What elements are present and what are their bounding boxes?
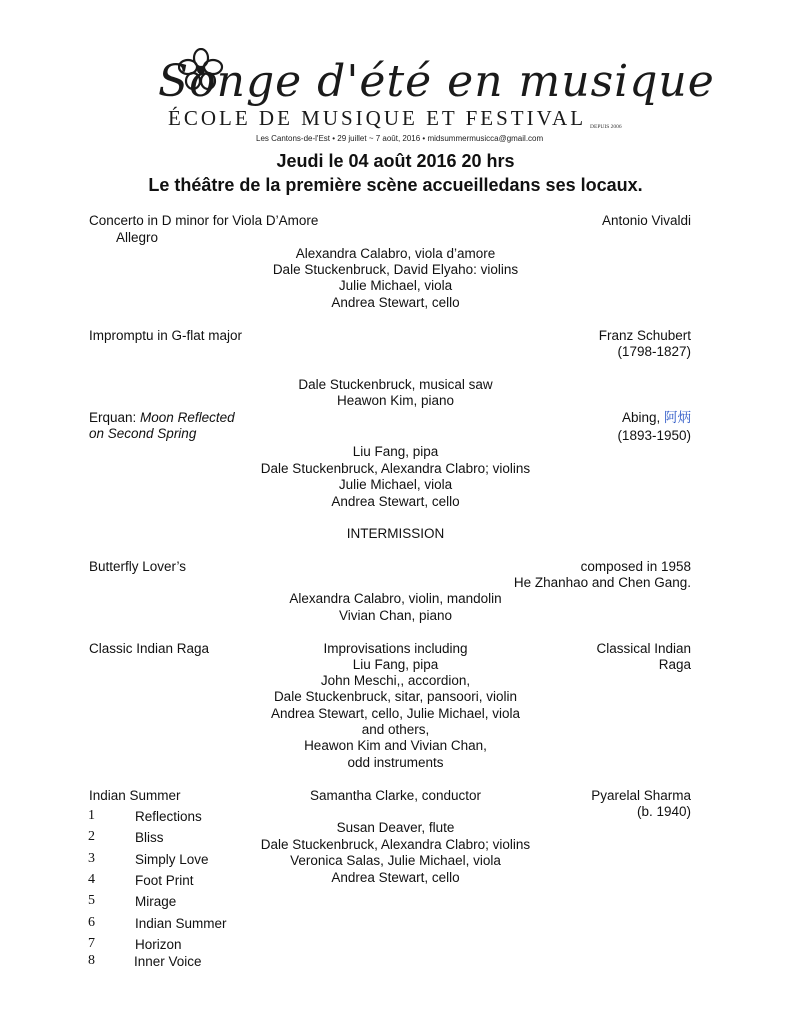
performer: Susan Deaver, flute [336,820,455,835]
piece-title-italic: Moon Reflected [140,410,235,425]
movement-name: Simply Love [135,852,209,867]
logo-info: Les Cantons-de-l'Est • 29 juillet ~ 7 août, 2016 • midsummermusicca@gmail.com [256,134,544,143]
piece-title-prefix: Erquan: [89,410,141,425]
movement-name: Indian Summer [135,916,227,931]
composer: Antonio Vivaldi [601,213,691,228]
performer: Liu Fang, pipa [352,657,439,672]
performer: Alexandra Calabro, viola d’amore [295,246,496,261]
movement-name: Bliss [135,830,164,845]
composer: Raga [658,657,691,672]
piece-title: Classic Indian Raga [89,641,210,656]
composer-dates: (b. 1940) [636,804,691,819]
performer: Julie Michael, viola [338,278,453,293]
movement-number: 5 [88,893,95,908]
movement-name: Inner Voice [134,954,202,969]
performer: Dale Stuckenbruck, David Elyaho: violins [272,262,519,277]
movement-number: 7 [88,936,95,951]
performer: Veronica Salas, Julie Michael, viola [290,853,501,868]
performer: Andrea Stewart, cello [331,870,460,885]
composed-year: composed in 1958 [580,559,691,574]
movement-name: Reflections [135,809,202,824]
composer: Franz Schubert [598,328,691,343]
piece-title: Indian Summer [89,788,181,803]
performer: Vivian Chan, piano [338,608,453,623]
movement-number: 3 [88,851,95,866]
performer: Improvisations including [323,641,468,656]
piece-title [89,410,235,426]
performer: and others, [361,722,430,737]
performer: Heawon Kim, piano [336,393,455,408]
composer-dates: (1798-1827) [617,344,691,359]
movement-number: 8 [88,953,95,968]
performer: Heawon Kim and Vivian Chan, [304,738,487,753]
conductor: Samantha Clarke, conductor [309,788,482,803]
composer: He Zhanhao and Chen Gang. [513,575,691,590]
composer-name: Abing, [621,410,664,425]
movement-number: 2 [88,829,95,844]
movement-number: 1 [88,808,95,823]
composer: Classical Indian [596,641,691,656]
performer: Andrea Stewart, cello [331,494,460,509]
venue-line: Le théâtre de la première scène accueilledans ses locaux. [148,175,643,195]
logo-title: Songe d'été en musique [158,56,715,107]
logo-subtitle: ÉCOLE DE MUSIQUE ET FESTIVAL [168,106,587,130]
performer: Alexandra Calabro, violin, mandolin [289,591,502,606]
piece-title: Impromptu in G-flat major [89,328,243,343]
performer: Dale Stuckenbruck, musical saw [298,377,493,392]
piece-title: Butterfly Lover’s [89,559,187,574]
intermission: INTERMISSION [346,526,445,541]
composer [622,410,691,426]
performer: Julie Michael, viola [338,477,453,492]
performer: odd instruments [347,755,444,770]
performer: Dale Stuckenbruck, Alexandra Clabro; violins [260,837,531,852]
performer: Liu Fang, pipa [352,444,439,459]
piece-title-italic: on Second Spring [89,426,197,441]
composer-chinese-name: 阿炳 [664,410,691,425]
composer-dates: (1893-1950) [617,428,691,443]
movement-number: 4 [88,872,95,887]
piece-title: Concerto in D minor for Viola D’Amore [89,213,319,228]
performer: Andrea Stewart, cello [331,295,460,310]
performer: John Meschi,, accordion, [320,673,471,688]
movement-name: Foot Print [135,873,194,888]
movement-name: Mirage [135,894,177,909]
performer: Dale Stuckenbruck, Alexandra Clabro; violins [260,461,531,476]
composer: Pyarelal Sharma [591,788,691,803]
movement-name: Horizon [135,937,182,952]
concert-date: Jeudi le 04 août 2016 20 hrs [276,151,515,171]
movement: Allegro [116,230,159,245]
performer: Andrea Stewart, cello, Julie Michael, viola [270,706,521,721]
performer: Dale Stuckenbruck, sitar, pansoori, violin [273,689,518,704]
movement-number: 6 [88,915,95,930]
logo-since: DEPUIS 2006 [590,124,622,130]
